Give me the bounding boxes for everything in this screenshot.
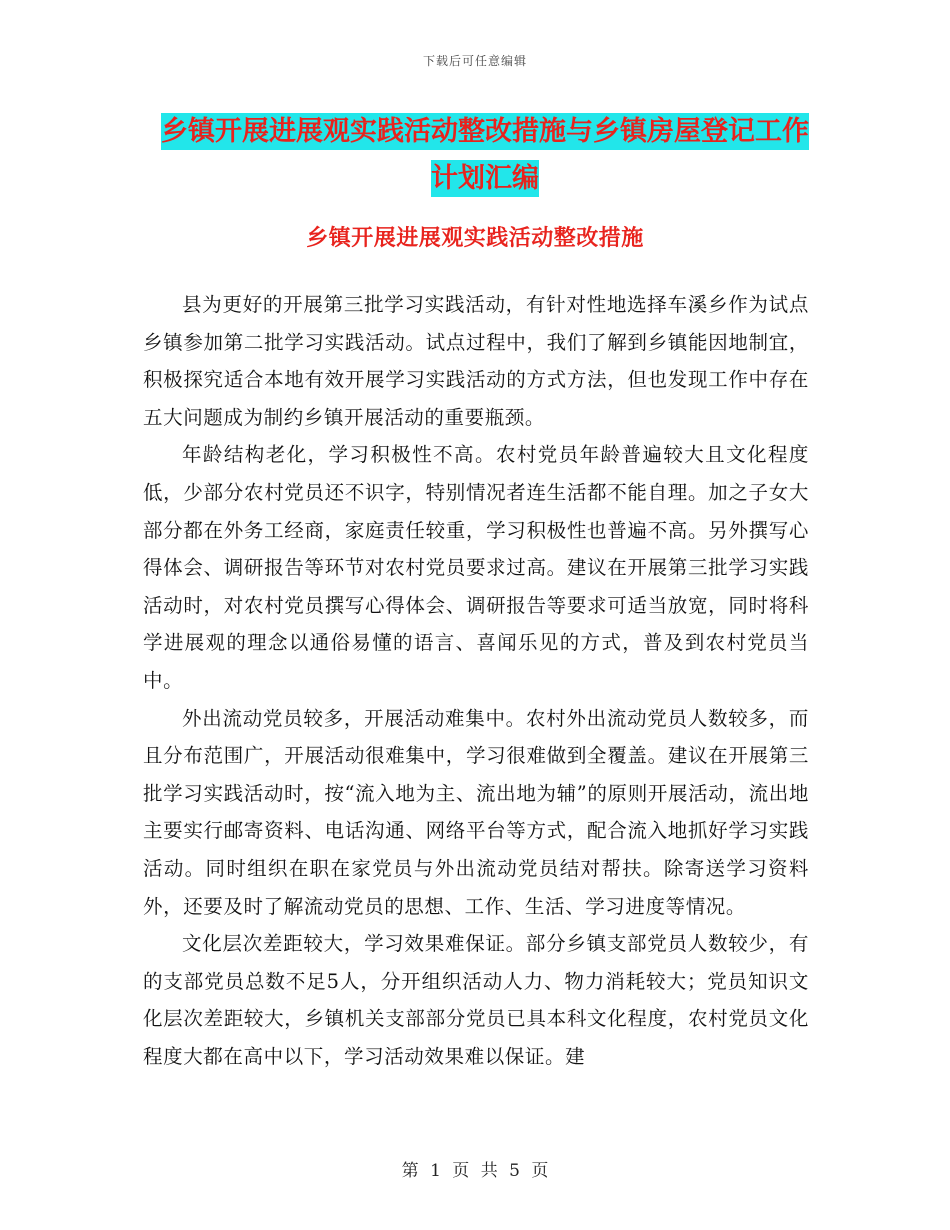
document-body	[143, 286, 809, 1075]
paragraph: 县为更好的开展第三批学习实践活动，有针对性地选择车溪乡作为试点乡镇参加第二批学习实践活动。试点过程中，我们了解到乡镇能因地制宜，积极探究适合本地有效开展学习实践活动的方式方法，但也发现工作中存在五大问题成为制约乡镇开展活动的重要瓶颈。	[143, 293, 809, 429]
section-title: 乡镇开展进展观实践活动整改措施	[306, 225, 644, 251]
document-title-text: 乡镇开展进展观实践活动整改措施与乡镇房屋登记工作计划汇编	[161, 113, 809, 197]
header-note: 下载后可任意编辑	[422, 54, 527, 68]
paragraph: 文化层次差距较大，学习效果难保证。部分乡镇支部党员人数较少，有的支部党员总数不足5人，分开组织活动人力、物力消耗较大；党员知识文化层次差距较大，乡镇机关支部部分党员已具本科文化程度，农村党员文化程度大都在高中以下，学习活动效果难以保证。建	[143, 932, 809, 1068]
page-footer: 第 1 页 共 5 页	[401, 1161, 549, 1181]
paragraph: 外出流动党员较多，开展活动难集中。农村外出流动党员人数较多，而且分布范围广，开展活动很难集中，学习很难做到全覆盖。建议在开展第三批学习实践活动时，按“流入地为主、流出地为辅”的原则开展活动，流出地主要实行邮寄资料、电话沟通、网络平台等方式，配合流入地抓好学习实践活动。同时组织在职在家党员与外出流动党员结对帮扶。除寄送学习资料外，还要及时了解流动党员的思想、工作、生活、学习进度等情况。	[143, 706, 809, 918]
document-title	[150, 108, 820, 202]
paragraph: 年龄结构老化，学习积极性不高。农村党员年龄普遍较大且文化程度低，少部分农村党员还不识字，特别情况者连生活都不能自理。加之子女大部分都在外务工经商，家庭责任较重，学习积极性也普遍不高。另外撰写心得体会、调研报告等环节对农村党员要求过高。建议在开展第三批学习实践活动时，对农村党员撰写心得体会、调研报告等要求可适当放宽，同时将科学进展观的理念以通俗易懂的语言、喜闻乐见的方式，普及到农村党员当中。	[143, 443, 809, 692]
